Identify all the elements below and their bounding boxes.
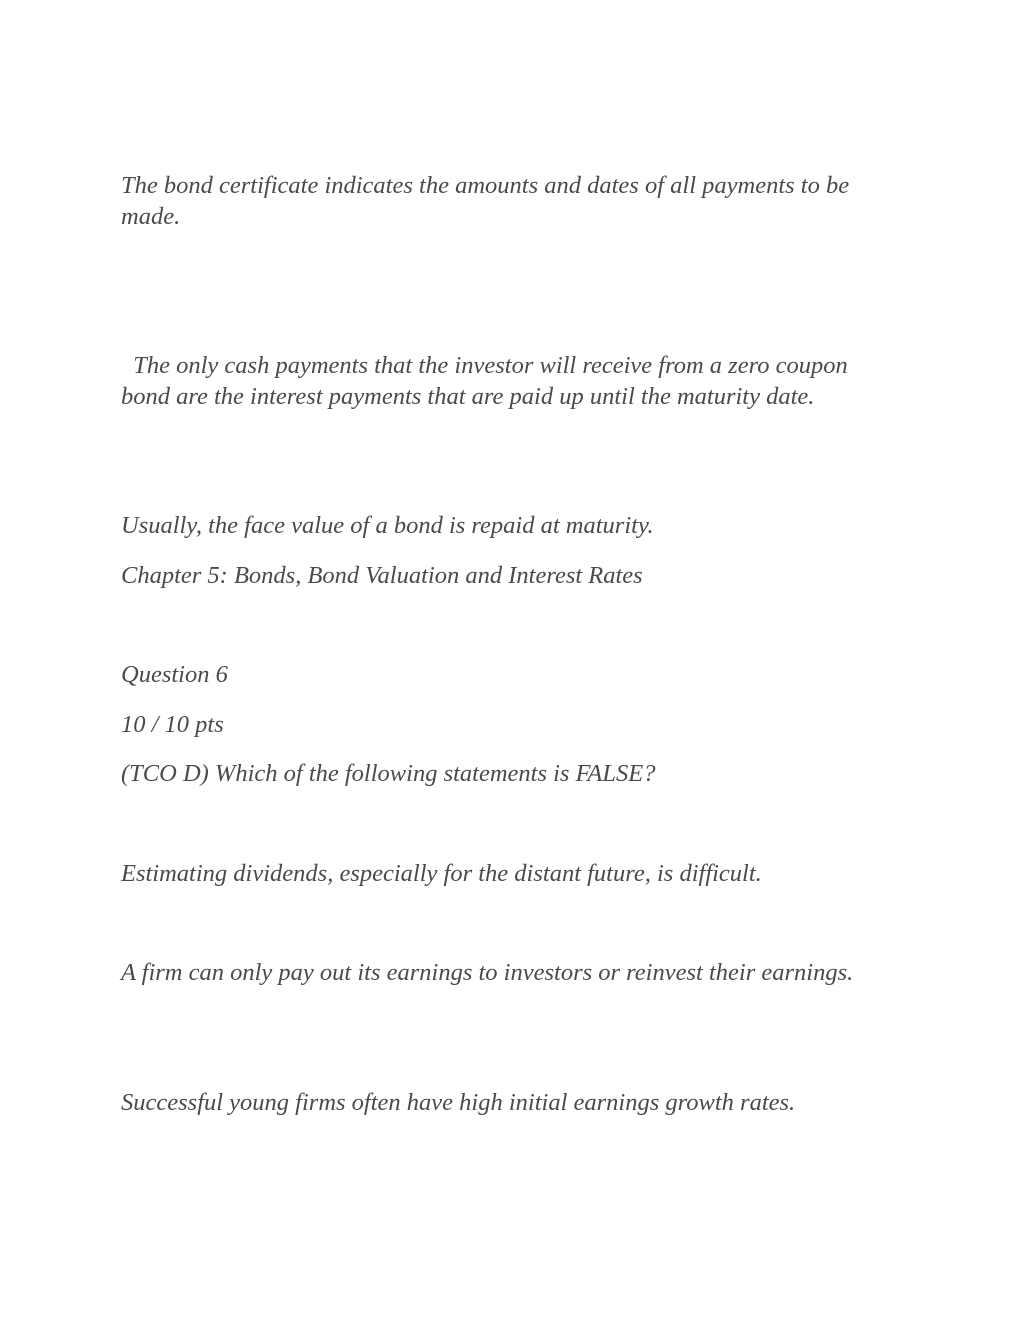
question-number: Question 6 — [121, 661, 228, 688]
answer-option-zero-coupon: The only cash payments that the investor will receive from a zero coupon bond are the interest payments that are paid up until the maturity date. — [121, 352, 854, 410]
answer-option-face-value: Usually, the face value of a bond is repaid at maturity. — [121, 512, 654, 539]
answer-option-bond-certificate: The bond certificate indicates the amounts and dates of all payments to be made. — [121, 172, 850, 230]
answer-option-young-firms: Successful young firms often have high initial earnings growth rates. — [121, 1089, 796, 1116]
question-prompt: (TCO D) Which of the following statements is FALSE? — [121, 760, 656, 787]
chapter-reference: Chapter 5: Bonds, Bond Valuation and Interest Rates — [121, 562, 643, 589]
answer-option-estimating-dividends: Estimating dividends, especially for the distant future, is difficult. — [121, 860, 762, 887]
answer-option-firm-earnings: A firm can only pay out its earnings to investors or reinvest their earnings. — [121, 959, 854, 986]
question-score: 10 / 10 pts — [121, 711, 224, 738]
